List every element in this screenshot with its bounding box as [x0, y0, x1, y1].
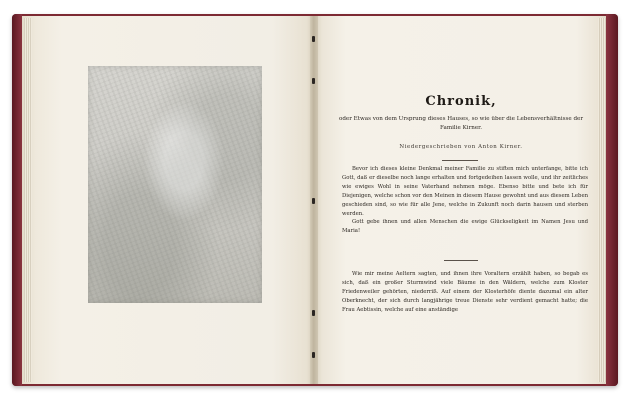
paragraph: Bevor ich dieses kleine Denkmal meiner Familie zu stiften mich unterfange, bitte ich Gott, daß er dieselbe noch lange erhalten und fortgedeihen lassen wolle, und ihr zeitliches wie ewiges Wohl in seine Vaterhand nehmen möge. Ebenso bitte und bete ich für Diejenigen, welche schon vor den Meinen in diesem Hause gewohnt und aus diesem Leben geschieden sind, so wie für alle Jene, welche in Zukunft noch darin hausen und sterben werden.: [342, 166, 588, 217]
page-stack-left: [24, 18, 32, 382]
binding-stitch: [312, 310, 315, 316]
chapter-subtitle: oder Etwas von dem Ursprung dieses Hauses, so wie über die Lebensverhältnisse der Familie Kirner.: [338, 116, 584, 131]
divider-rule: [442, 160, 478, 161]
page-stack-right: [598, 18, 606, 382]
text-block-2: [342, 270, 588, 315]
author-line: Niedergeschrieben von Anton Kirner.: [399, 144, 523, 150]
text-block-1: [342, 165, 588, 236]
engraving-plate-image: [88, 66, 262, 303]
binding-stitch: [312, 352, 315, 358]
chapter-title: Chronik,: [425, 94, 497, 109]
divider-rule: [444, 260, 478, 261]
binding-stitch: [312, 36, 315, 42]
engraving-texture: [88, 66, 262, 303]
cover-edge-right: [606, 14, 618, 386]
paragraph: Wie mir meine Aeltern sagten, und ihnen ihre Voraltern erzählt haben, so begab es sich, daß ein großer Sturmwind viele Bäume in den Wäldern, welche zum Kloster Friedenweiler gehörten, niederriß. Auf einem der Klosterhöfe diente dazumal ein alter Oberknecht, der sich durch langjährige treue Dienste sehr verdient gemacht hatte; die Frau Aebtissin, welche auf eine anständige: [342, 271, 588, 313]
paragraph: Gott gebe ihnen und allen Menschen die ewige Glückseligkeit im Namen Jesu und Maria!: [342, 219, 588, 235]
binding-stitch: [312, 78, 315, 84]
binding-stitch: [312, 198, 315, 204]
cover-edge-left: [12, 14, 22, 386]
